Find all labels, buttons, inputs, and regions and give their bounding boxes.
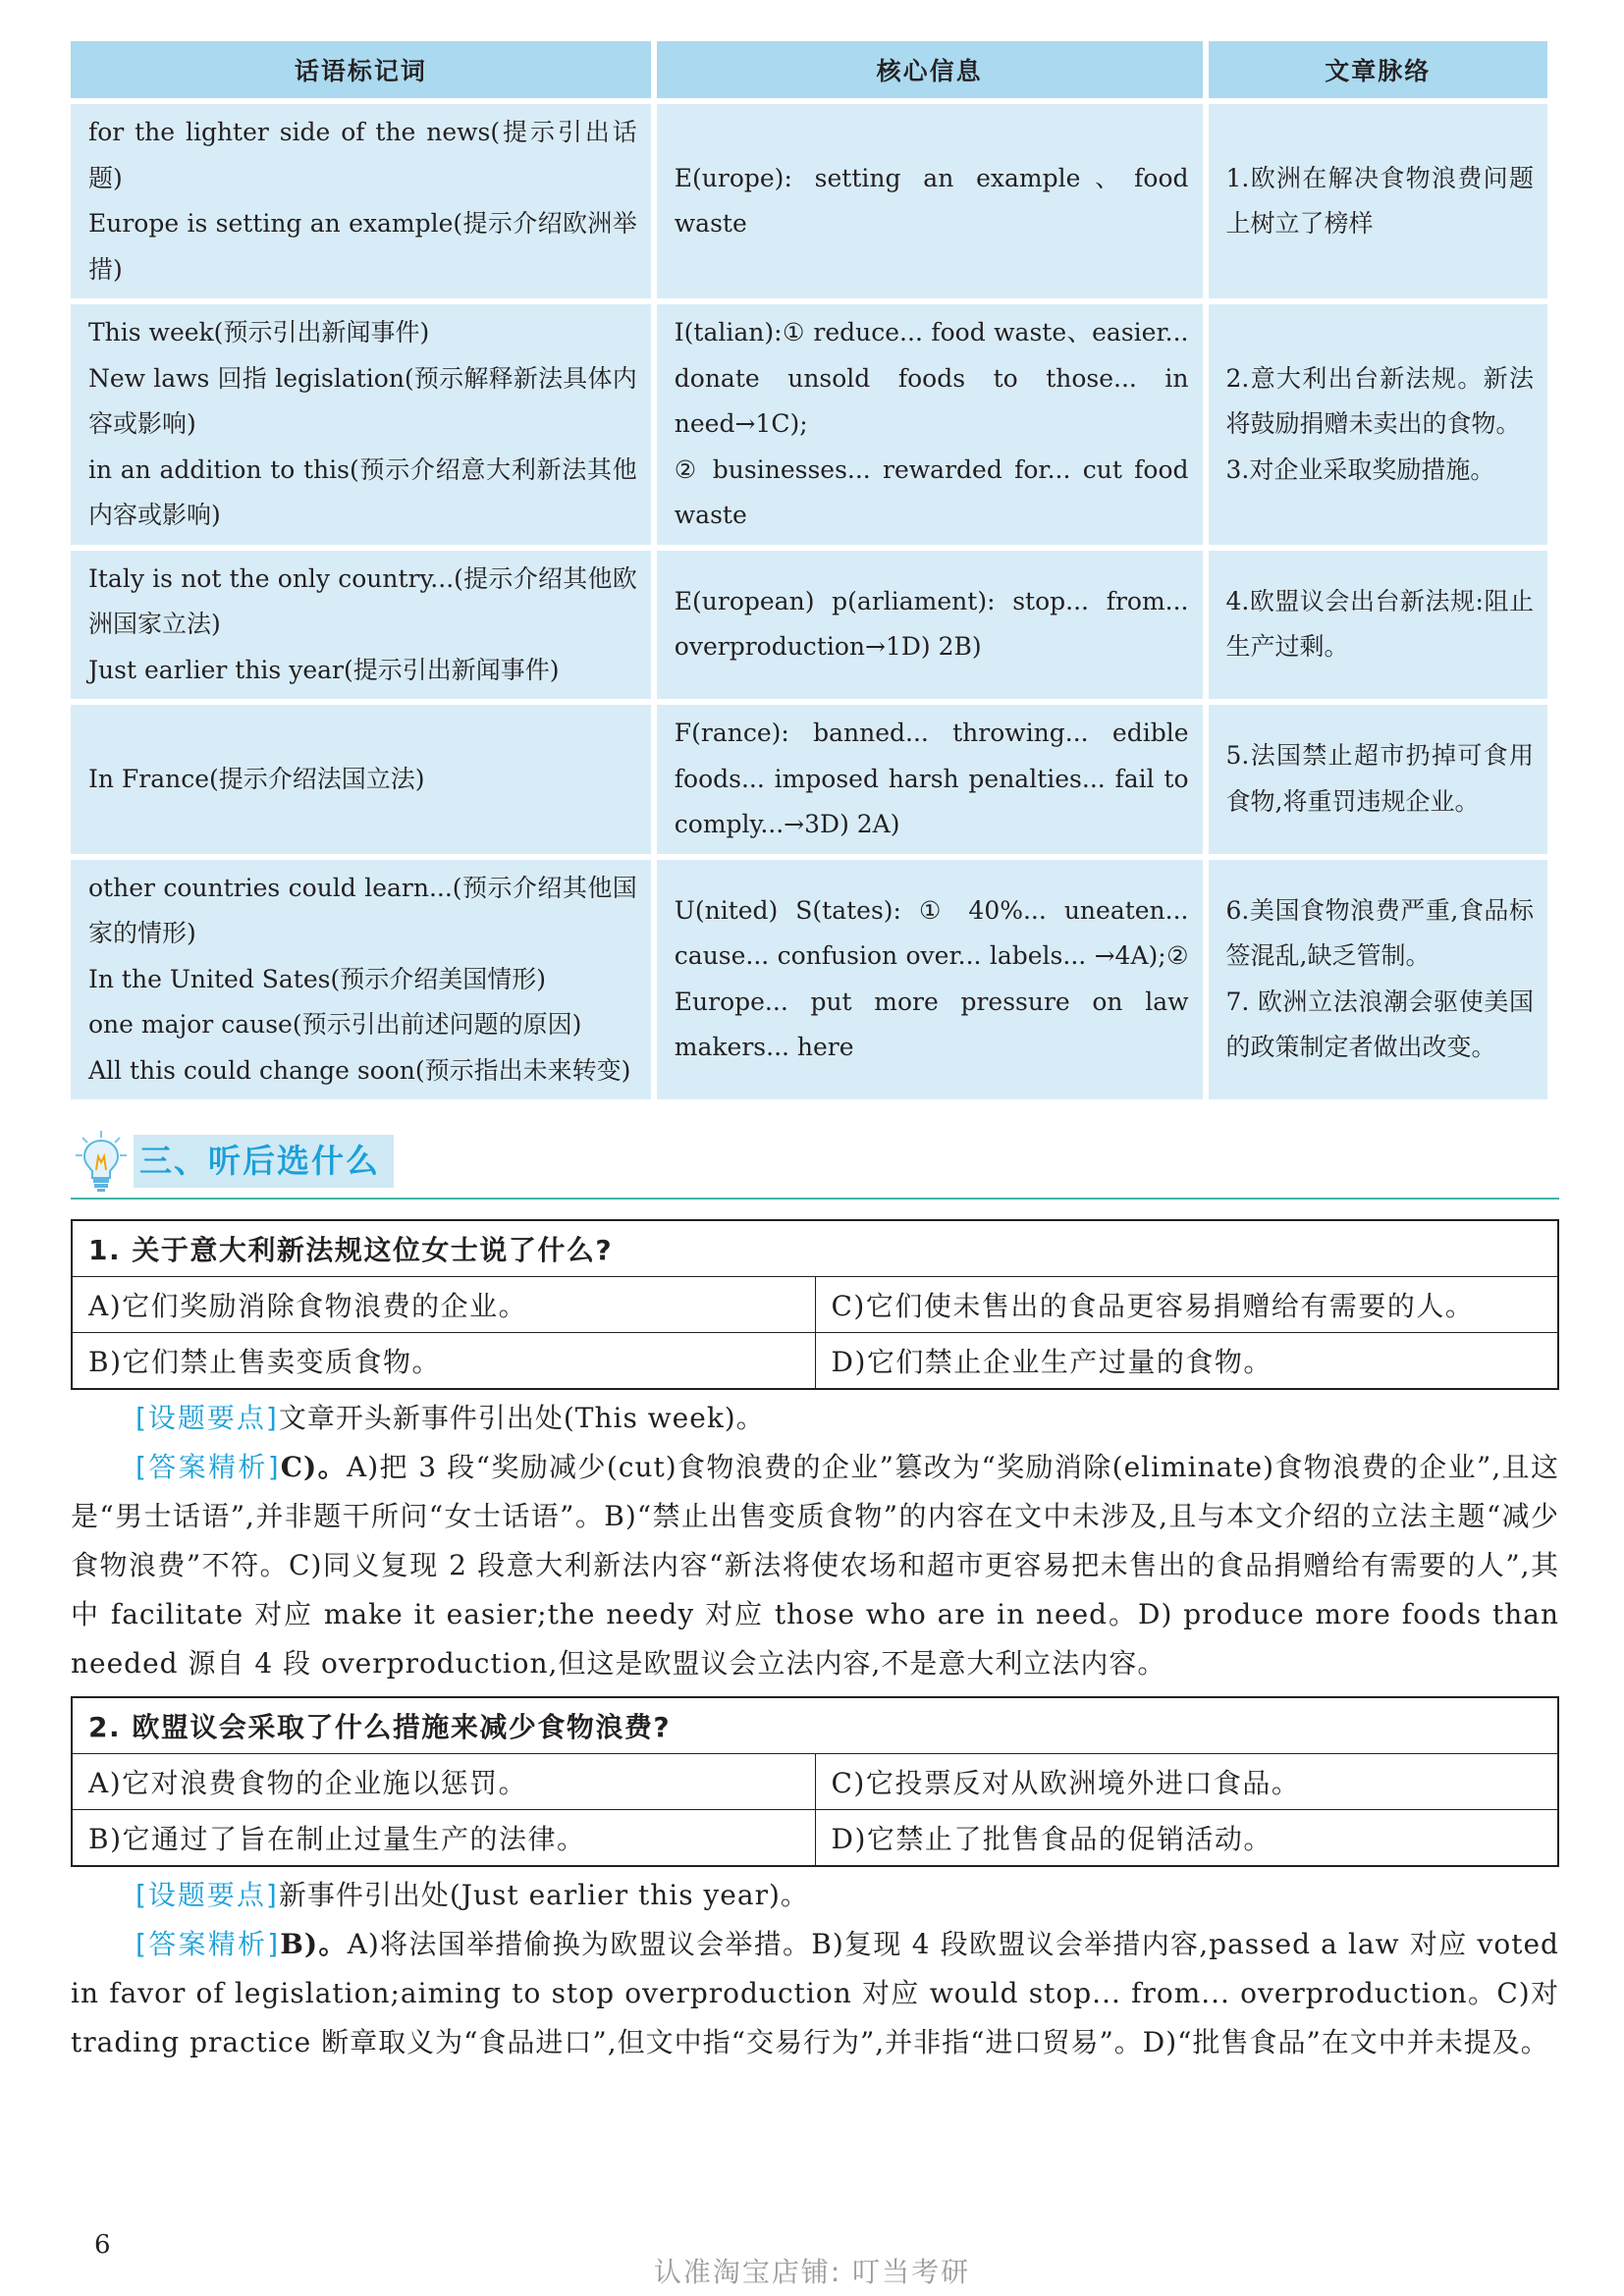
context-cell: [1209, 304, 1547, 545]
context-text: 6.美国食物浪费严重,食品标签混乱,缺乏管制。: [1225, 895, 1534, 971]
question-stem: 1. 关于意大利新法规这位女士说了什么?: [72, 1220, 1558, 1277]
markers-cell: [71, 304, 651, 545]
marker-text: This week(预示引出新闻事件): [88, 318, 430, 347]
marker-text: Italy is not the only country...(提示介绍其他欧洲国家立法): [88, 563, 637, 638]
marker-text: in an addition to this(预示介绍意大利新法其他内容或影响): [88, 454, 637, 529]
markers-cell: [71, 705, 651, 854]
info-text: E(uropean) p(arliament): stop... from... overproduction→1D) 2B): [674, 586, 1189, 662]
context-text: 4.欧盟议会出台新法规:阻止生产过剩。: [1225, 586, 1534, 662]
key-point-text: 新事件引出处(Just earlier this year)。: [278, 1879, 809, 1911]
analysis-text: A)把 3 段“奖励减少(cut)食物浪费的企业”篡改为“奖励消除(eliminate)食物浪费的企业”,且这是“男士话语”,并非题干所问“女士话语”。B)“禁止出售变质食物”的内容在文中未涉及,且与本文介绍的立法主题“减少食物浪费”不符。C)同义复现 2 段意大利新法内容“新法将使农场和超市更容易把未售出的食品捐赠给有需要的人”,其中 facilitate 对应 make it easier;the needy 对应 those who are in need。D) produce more foods than needed 源自 4 段 overproduction,但这是欧盟议会立法内容,不是意大利立法内容。: [71, 1451, 1559, 1680]
page: [71, 35, 1559, 2067]
context-text: 5.法国禁止超市扔掉可食用食物,将重罚违规企业。: [1225, 741, 1534, 816]
info-cell: [657, 104, 1203, 298]
option-c: C)它们使未售出的食品更容易捐赠给有需要的人。: [815, 1277, 1558, 1333]
context-cell: [1209, 705, 1547, 854]
key-point-label: [设题要点]: [135, 1402, 279, 1434]
option-b: B)它通过了旨在制止过量生产的法律。: [72, 1810, 815, 1867]
marker-text: Europe is setting an example(提示介绍欧洲举措): [88, 209, 637, 284]
context-cell: [1209, 551, 1547, 700]
answer-analysis: [71, 1443, 1559, 1688]
markers-cell: [71, 860, 651, 1100]
option-b: B)它们禁止售卖变质食物。: [72, 1333, 815, 1390]
marker-text: All this could change soon(预示指出未来转变): [88, 1055, 631, 1085]
marker-text: other countries could learn...(预示介绍其他国家的情形): [88, 873, 637, 947]
context-text: 7. 欧洲立法浪潮会驱使美国的政策制定者做出改变。: [1225, 987, 1534, 1062]
table-row: [71, 860, 1547, 1100]
info-cell: [657, 705, 1203, 854]
table-row: [71, 304, 1547, 545]
answer-letter: C)。: [280, 1451, 348, 1483]
context-cell: [1209, 860, 1547, 1100]
question-table-1: [71, 1219, 1559, 1390]
table-row: [71, 551, 1547, 700]
info-text: F(rance): banned... throwing... edible foods... imposed harsh penalties... fail to comply...→3D) 2A): [674, 719, 1189, 838]
marker-text: In France(提示介绍法国立法): [88, 764, 425, 793]
analysis-label: [答案精析]: [135, 1928, 281, 1960]
info-text: I(talian):① reduce... food waste、easier... donate unsold foods to those... in need→1C);: [674, 318, 1189, 438]
option-d: D)它禁止了批售食品的促销活动。: [815, 1810, 1558, 1867]
info-text: ② businesses... rewarded for... cut food waste: [674, 454, 1189, 529]
info-cell: [657, 551, 1203, 700]
answer-letter: B)。: [280, 1928, 348, 1960]
option-d: D)它们禁止企业生产过量的食物。: [815, 1333, 1558, 1390]
section-header: [71, 1129, 1559, 1200]
marker-text: Just earlier this year(提示引出新闻事件): [88, 655, 560, 684]
key-point-label: [设题要点]: [135, 1879, 279, 1911]
option-a: A)它对浪费食物的企业施以惩罚。: [72, 1754, 815, 1810]
context-cell: [1209, 104, 1547, 298]
header-context: 文章脉络: [1209, 41, 1547, 98]
marker-text: New laws 回指 legislation(预示解释新法具体内容或影响): [88, 363, 637, 438]
option-a: A)它们奖励消除食物浪费的企业。: [72, 1277, 815, 1333]
table-row: [71, 104, 1547, 298]
context-table: [65, 35, 1553, 1105]
marker-text: In the United Sates(预示介绍美国情形): [88, 964, 546, 993]
info-text: U(nited) S(tates): ① 40%... uneaten... cause... confusion over... labels... →4A);② Europe... put more pressure on law makers... here: [674, 895, 1189, 1062]
key-point-text: 文章开头新事件引出处(This week)。: [278, 1402, 765, 1434]
header-info: 核心信息: [657, 41, 1203, 98]
lightbulb-icon: [73, 1129, 130, 1194]
marker-text: one major cause(预示引出前述问题的原因): [88, 1010, 582, 1039]
question-table-2: [71, 1696, 1559, 1867]
section-title: 三、听后选什么: [134, 1135, 394, 1188]
context-text: 2.意大利出台新法规。新法将鼓励捐赠未卖出的食物。: [1225, 363, 1534, 438]
question-stem: 2. 欧盟议会采取了什么措施来减少食物浪费?: [72, 1697, 1558, 1754]
table-row: [71, 705, 1547, 854]
table-header-row: [71, 41, 1547, 98]
info-text: E(urope): setting an example、food waste: [674, 163, 1189, 238]
page-number: 6: [94, 2230, 111, 2260]
marker-text: for the lighter side of the news(提示引出话题): [88, 118, 637, 192]
context-text: 1.欧洲在解决食物浪费问题上树立了榜样: [1225, 163, 1534, 238]
markers-cell: [71, 104, 651, 298]
info-cell: [657, 304, 1203, 545]
context-text: 3.对企业采取奖励措施。: [1225, 454, 1495, 484]
watermark-text: 认准淘宝店铺: 叮当考研: [653, 2256, 971, 2288]
key-point: [71, 1871, 1559, 1920]
markers-cell: [71, 551, 651, 700]
key-point: [71, 1394, 1559, 1443]
analysis-text: A)将法国举措偷换为欧盟议会举措。B)复现 4 段欧盟议会举措内容,passed a law 对应 voted in favor of legislation;aiming to stop overproduction 对应 would stop... from... overproduction。C)对 trading practice 断章取义为“食品进口”,但文中指“交易行为”,并非指“进口贸易”。D)“批售食品”在文中并未提及。: [71, 1928, 1559, 2058]
info-cell: [657, 860, 1203, 1100]
analysis-label: [答案精析]: [135, 1451, 281, 1483]
answer-analysis: [71, 1920, 1559, 2067]
header-markers: 话语标记词: [71, 41, 651, 98]
option-c: C)它投票反对从欧洲境外进口食品。: [815, 1754, 1558, 1810]
